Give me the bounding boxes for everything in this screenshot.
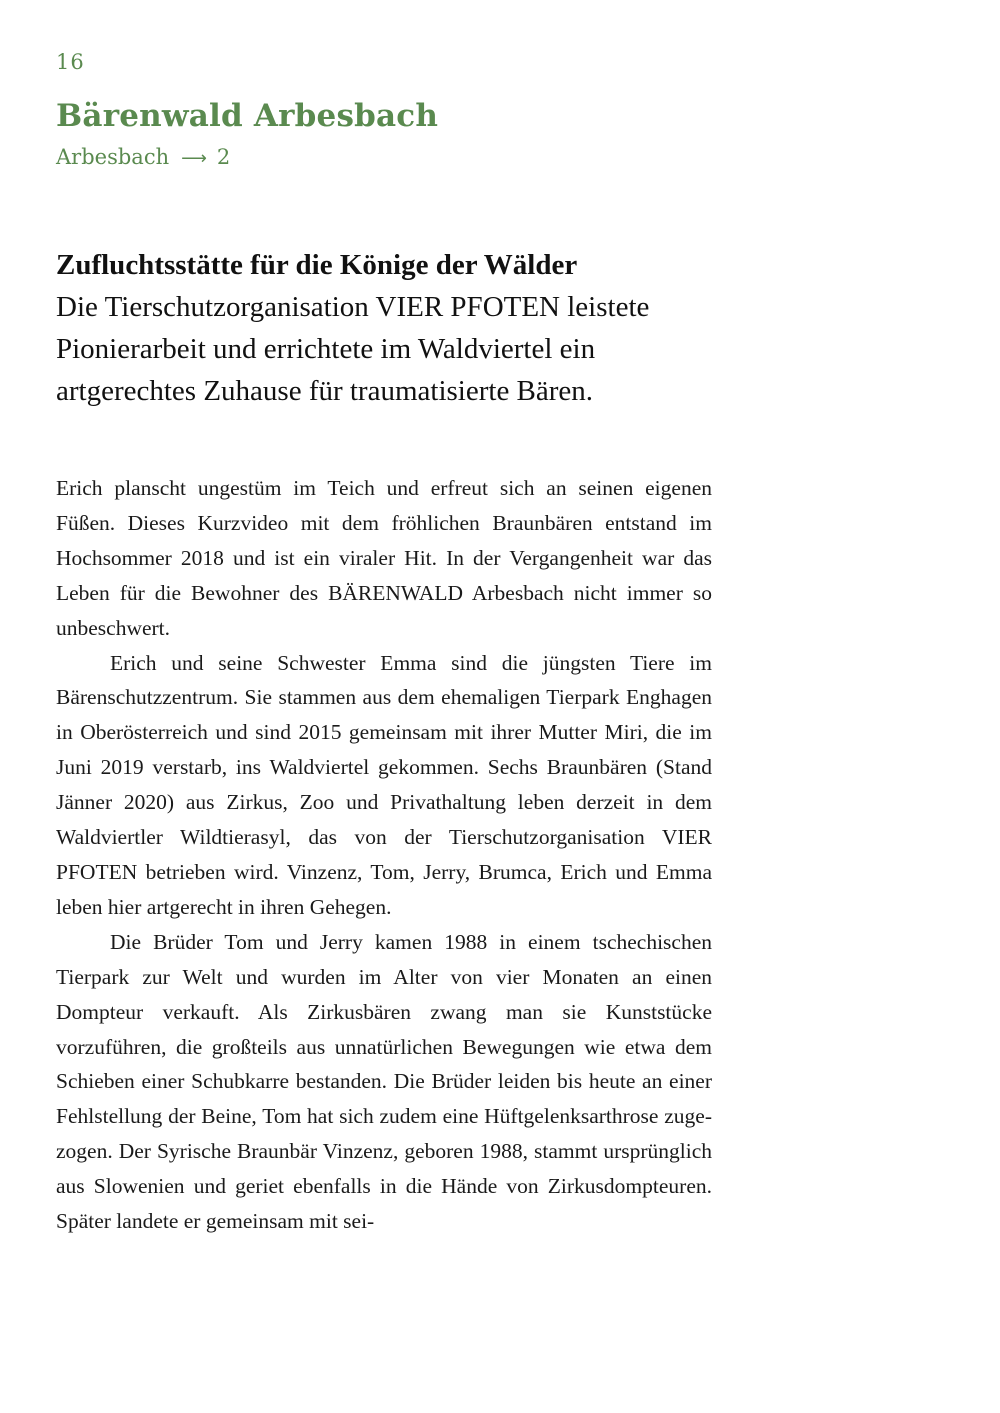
- page-number: 16: [56, 50, 85, 74]
- place-title: Bärenwald Arbesbach: [56, 98, 439, 134]
- body-paragraph: Erich planscht ungestüm im Teich und erfreut sich an seinen eigenen Füßen. Dieses Kurzvideo mit dem fröhlichen Braunbären entstand im Hochsommer 2018 und ist ein viraler Hit. In der Vergangenheit war das Leben für die Bewohner des BÄRENWALD Arbesbach nicht immer so unbeschwert.: [56, 476, 712, 640]
- arrow-right-icon: ⟶: [181, 148, 207, 169]
- article-headline: Zufluchtsstätte für die Könige der Wälder: [56, 249, 578, 281]
- article-lead: [56, 244, 716, 412]
- body-paragraph: Die Brüder Tom und Jerry kamen 1988 in einem tschechischen Tierpark zur Welt und wurden im Alter von vier Monaten an einen Dompteur verkauft. Als Zirkusbären zwang man sie Kunststücke vorzuführen, die großteils aus unnatürlichen Bewegungen wie etwa dem Schieben einer Schubkarre bestanden. Die Brüder leiden bis heute an einer Fehlstellung der Beine, Tom hat sich zudem eine Hüftgelenksarthrose zugezogen. Der Syrische Braunbär Vinzenz, geboren 1988, stammt ursprünglich aus Slowenien und geriet ebenfalls in die Hände von Zirkusdompteuren. Später landete er gemeinsam mit sei-: [56, 929, 712, 1234]
- article-body: [56, 471, 712, 1239]
- body-paragraph: Erich und seine Schwester Emma sind die jüngsten Tiere im Bärenschutzzentrum. Sie stammen aus dem ehemaligen Tierpark Enghagen in Oberösterreich und sind 2015 gemeinsam mit ihrer Mutter Miri, die im Juni 2019 verstarb, ins Waldviertel gekommen. Sechs Braunbären (Stand Jänner 2020) aus Zirkus, Zoo und Privathaltung leben derzeit in dem Waldviertler Wildtierasyl, das von der Tierschutzorganisation VIER PFOTEN betrieben wird. Vinzenz, Tom, Jerry, Brumca, Erich und Emma leben hier artgerecht in ihren Gehegen.: [56, 650, 712, 919]
- map-reference: 2: [216, 145, 231, 169]
- location-name: Arbesbach: [56, 145, 170, 169]
- lead-text: Die Tierschutzorganisation VIER PFOTEN leistete Pionierarbeit und errichtete im Waldviertel ein artgerechtes Zuhause für traumatisierte Bären.: [56, 291, 650, 407]
- place-subtitle: [56, 145, 230, 169]
